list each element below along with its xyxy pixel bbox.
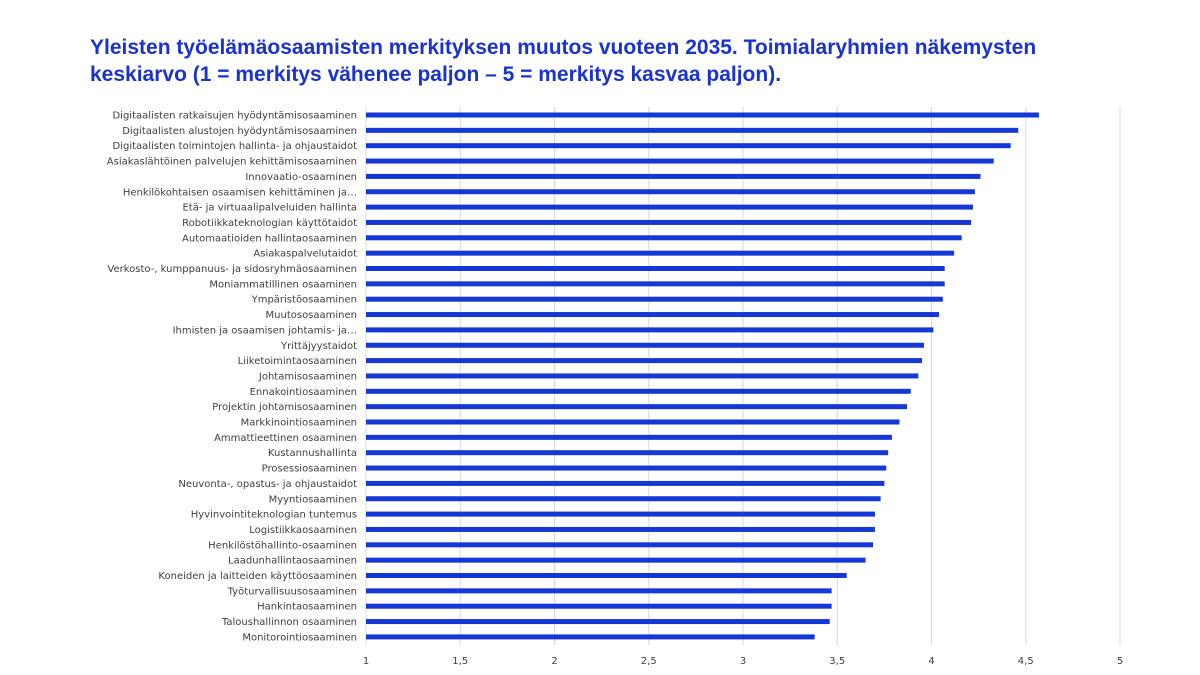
category-label: Myyntiosaaminen <box>268 494 357 506</box>
bar <box>366 128 1018 133</box>
bar <box>366 527 875 532</box>
bar <box>366 373 918 378</box>
category-label: Muutososaaminen <box>265 310 357 322</box>
bar <box>366 174 981 179</box>
category-label: Henkilökohtaisen osaamisen kehittäminen ja… <box>122 187 357 199</box>
category-label: Laadunhallintaosaaminen <box>228 555 357 567</box>
category-label: Ympäristöosaaminen <box>251 294 357 306</box>
category-label: Johtamisosaaminen <box>258 371 357 383</box>
bar <box>366 435 892 440</box>
bar <box>366 343 924 348</box>
category-label: Kustannushallinta <box>267 448 357 460</box>
bar <box>366 481 884 486</box>
category-label: Moniammatillinen osaaminen <box>209 279 357 291</box>
x-tick-label: 1 <box>362 656 370 667</box>
bar <box>366 573 847 578</box>
bar <box>366 143 1011 148</box>
chart-title-line-2: keskiarvo (1 = merkitys vähenee paljon – 5 = merkitys kasvaa paljon). <box>90 63 782 86</box>
category-label: Projektin johtamisosaaminen <box>212 402 357 414</box>
bar <box>366 619 830 624</box>
x-tick-label: 4 <box>928 656 935 667</box>
x-tick-label: 5 <box>1116 656 1124 667</box>
category-label: Ammattieettinen osaaminen <box>214 432 357 444</box>
category-label: Etä- ja virtuaalipalveluiden hallinta <box>182 202 357 214</box>
category-label: Työturvallisuusosaaminen <box>227 586 357 598</box>
category-label: Asiakaspalvelutaidot <box>253 248 357 260</box>
bar <box>366 113 1039 118</box>
category-label: Taloushallinnon osaaminen <box>221 617 357 629</box>
bar <box>366 389 911 394</box>
x-tick-label: 4,5 <box>1017 656 1034 667</box>
category-label: Verkosto-, kumppanuus- ja sidosryhmäosaaminen <box>107 264 357 275</box>
category-label: Koneiden ja laitteiden käyttöosaaminen <box>158 571 357 582</box>
category-label: Hyvinvointiteknologian tuntemus <box>190 509 357 521</box>
bar <box>366 512 875 517</box>
chart-title-line-1: Yleisten työelämäosaamisten merkityksen muutos vuoteen 2035. Toimialaryhmien näkemysten <box>90 36 1037 59</box>
category-label: Liiketoimintaosaaminen <box>237 356 357 368</box>
category-label: Asiakaslähtöinen palvelujen kehittämisosaaminen <box>106 156 357 168</box>
category-label: Markkinointiosaaminen <box>240 417 357 429</box>
category-label: Digitaalisten alustojen hyödyntämisosaaminen <box>122 125 357 137</box>
bar <box>366 588 832 593</box>
bar <box>366 466 886 471</box>
category-label: Automaatioiden hallintaosaaminen <box>182 233 357 245</box>
bar <box>366 634 815 639</box>
bar <box>366 297 943 302</box>
x-tick-label: 2,5 <box>640 656 657 667</box>
bar <box>366 251 954 256</box>
category-label: Ennakointiosaaminen <box>249 386 357 398</box>
bar <box>366 450 888 455</box>
bar <box>366 327 933 332</box>
bar <box>366 542 873 547</box>
category-label: Innovaatio-osaaminen <box>245 171 357 183</box>
category-label: Digitaalisten ratkaisujen hyödyntämisosaaminen <box>112 110 357 122</box>
x-tick-label: 2 <box>551 656 558 667</box>
bar <box>366 404 907 409</box>
x-axis-tick-labels <box>363 656 1123 667</box>
category-label: Prosessiosaaminen <box>261 463 357 475</box>
category-label: Neuvonta-, opastus- ja ohjaustaidot <box>178 478 357 490</box>
category-labels <box>107 111 357 644</box>
bar <box>366 558 866 563</box>
category-label: Logistiikkaosaaminen <box>249 524 357 536</box>
category-label: Yrittäjyystaidot <box>280 340 357 352</box>
category-label: Hankintaosaaminen <box>257 601 357 613</box>
category-label: Ihmisten ja osaamisen johtamis- ja… <box>172 325 357 337</box>
x-tick-label: 3 <box>739 656 747 667</box>
bars <box>366 113 1039 640</box>
bar <box>366 235 962 240</box>
bar <box>366 205 973 210</box>
bar <box>366 496 881 501</box>
bar <box>366 220 971 225</box>
bar <box>366 420 899 425</box>
bar <box>366 266 945 271</box>
category-label: Robotiikkateknologian käyttötaidot <box>182 217 357 229</box>
bar <box>366 604 832 609</box>
x-tick-label: 3,5 <box>829 656 846 667</box>
bar <box>366 189 975 194</box>
category-label: Digitaalisten toimintojen hallinta- ja ohjaustaidot <box>112 141 357 153</box>
bar <box>366 159 994 164</box>
bar <box>366 358 922 363</box>
bar <box>366 312 939 317</box>
category-label: Monitorointiosaaminen <box>242 632 357 644</box>
x-tick-label: 1,5 <box>452 656 469 667</box>
bar <box>366 281 945 286</box>
category-label: Henkilöstöhallinto-osaaminen <box>208 540 357 552</box>
